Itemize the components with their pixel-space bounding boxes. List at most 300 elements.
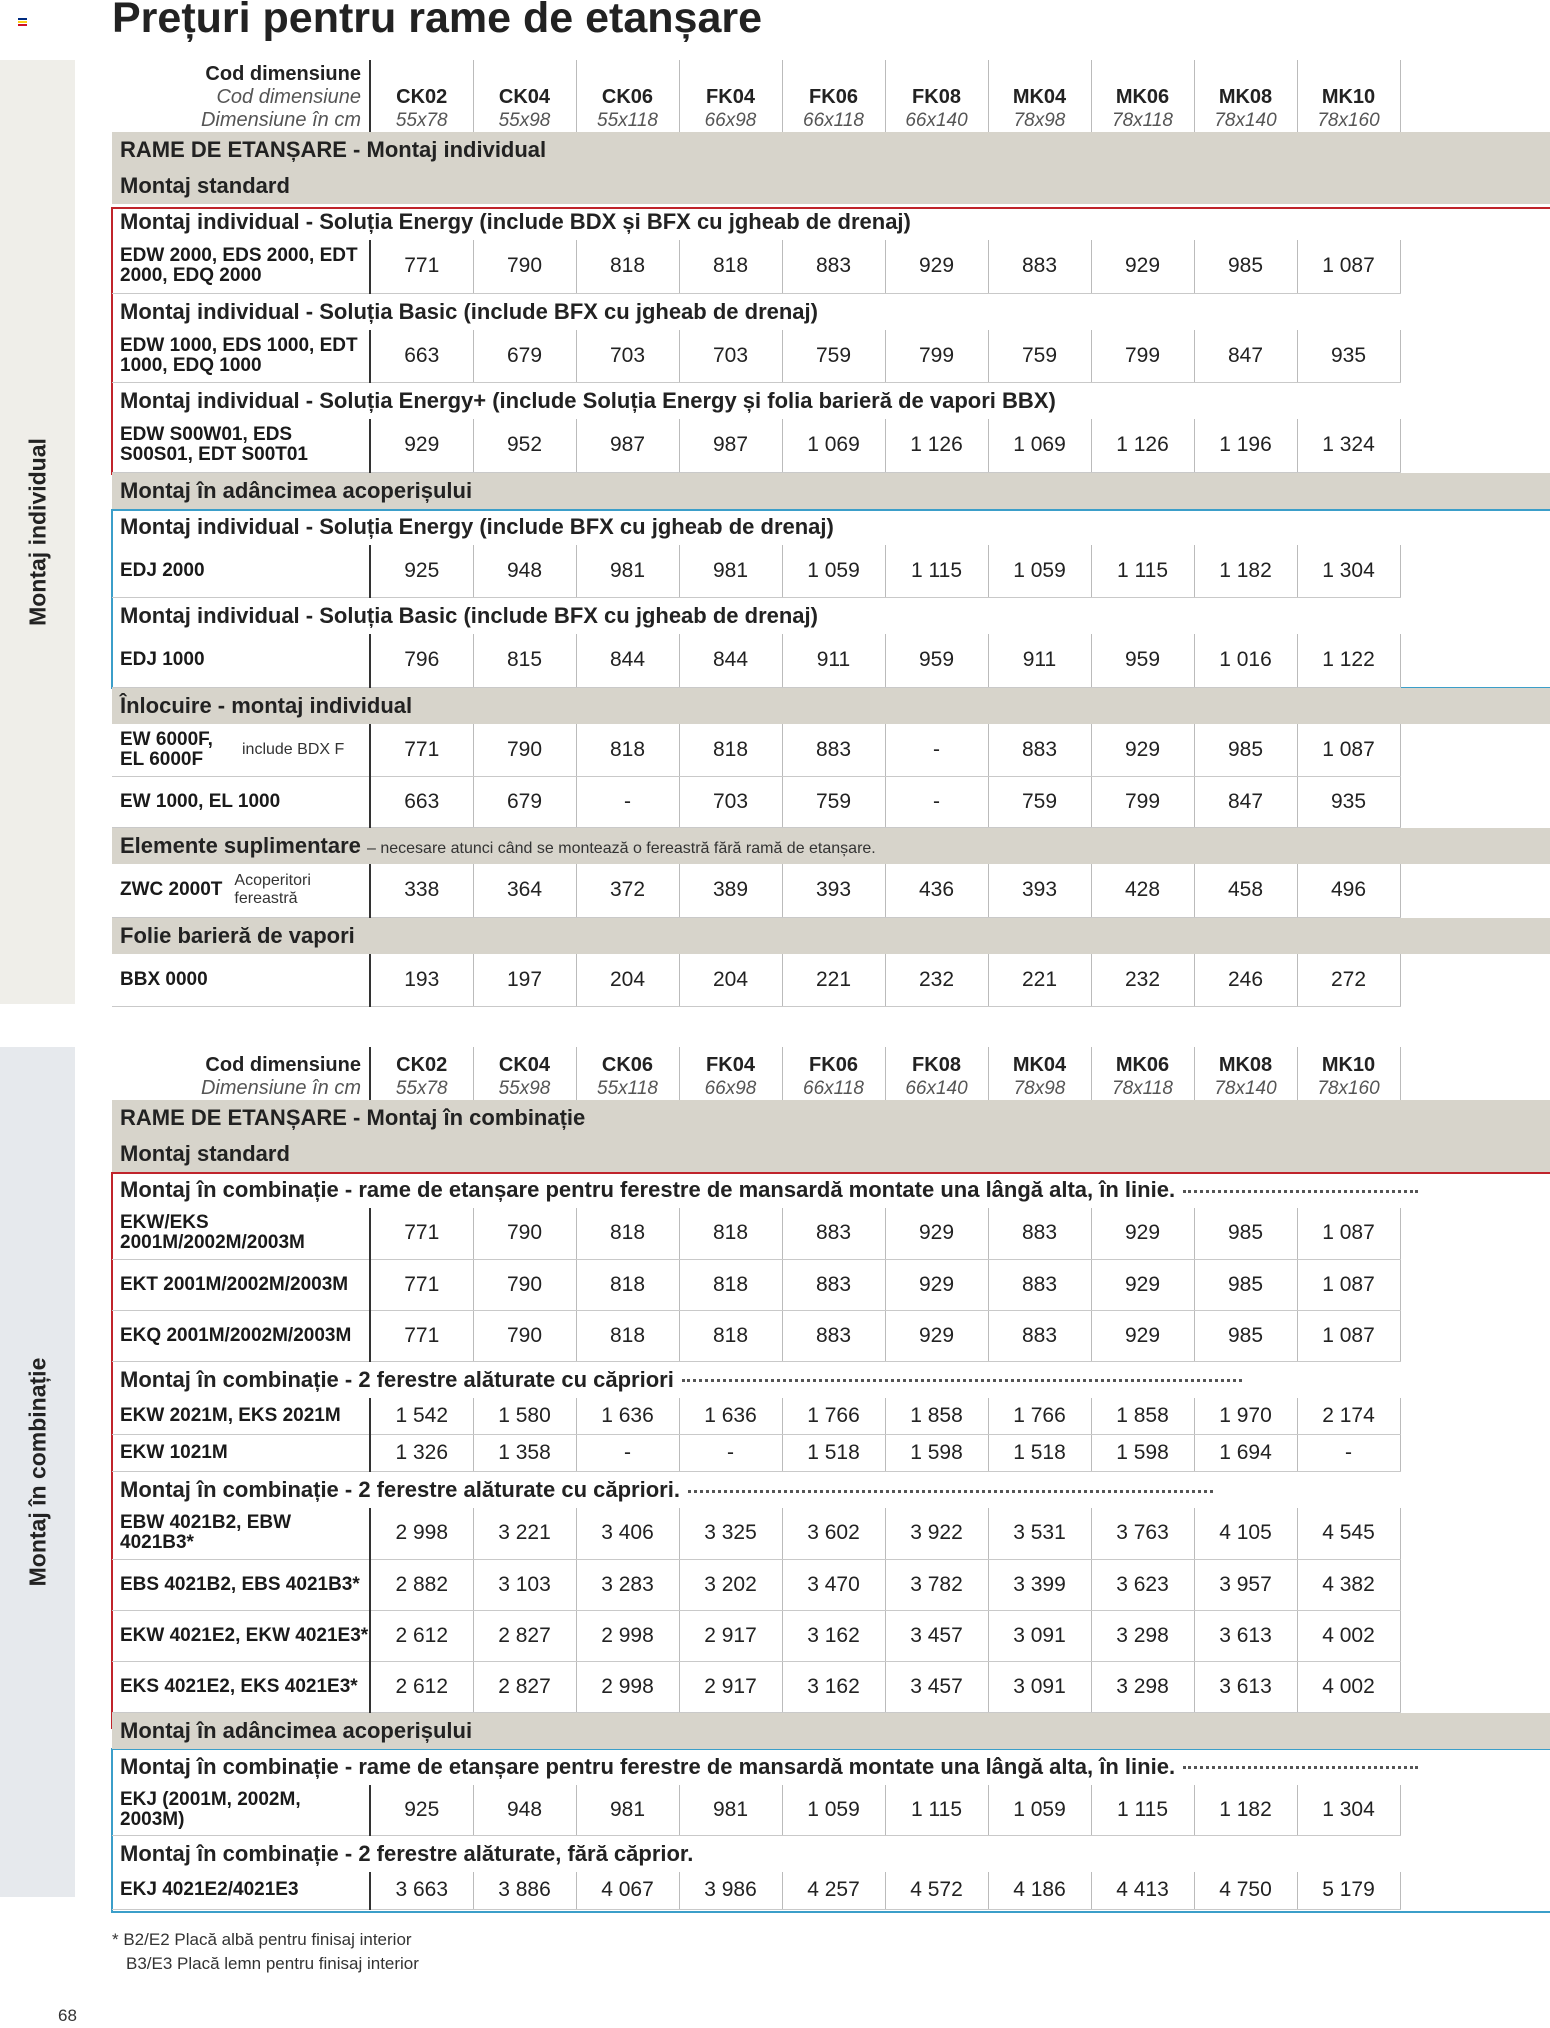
price-cell: 1 016: [1194, 634, 1297, 687]
price-cell: 1 196: [1194, 419, 1297, 472]
subsection-deep-basic: Montaj individual - Soluția Basic (include BFX cu jgheab de drenaj): [120, 603, 818, 628]
row-name: [112, 1610, 370, 1661]
row-pad: [1400, 1559, 1550, 1610]
size-dim: 78x118: [1112, 110, 1173, 131]
subsection-title: [112, 293, 1550, 330]
price-cell: 3 283: [576, 1559, 679, 1610]
table-row: [112, 1785, 1550, 1836]
price-cell: 790: [473, 724, 576, 777]
product-code: EKW 2021M, EKS 2021M: [120, 1404, 341, 1426]
price-cell: -: [576, 777, 679, 828]
price-cell: 929: [1091, 1259, 1194, 1310]
row-name: [112, 240, 370, 293]
row-name: [112, 864, 370, 917]
price-cell: 3 457: [885, 1610, 988, 1661]
price-cell: 372: [576, 864, 679, 917]
row-pad: [1400, 1259, 1550, 1310]
price-cell: 3 406: [576, 1508, 679, 1559]
table-row: [112, 1872, 1550, 1909]
price-cell: 2 998: [370, 1508, 473, 1559]
band-standard: Montaj standard: [112, 168, 1550, 204]
price-cell: 929: [885, 240, 988, 293]
size-dim: 55x118: [597, 110, 658, 131]
price-cell: 1 304: [1297, 545, 1400, 598]
product-code: EW 1000, EL 1000: [120, 791, 281, 812]
price-cell: 1 087: [1297, 240, 1400, 293]
row-name: [112, 1259, 370, 1310]
price-cell: 818: [576, 240, 679, 293]
subsection-title: [112, 598, 1550, 635]
table-row: [112, 330, 1550, 383]
price-table-combination: [112, 1047, 1550, 1910]
band-title: RAME DE ETANȘARE - Montaj în combinație: [112, 1100, 1550, 1136]
row-pad: [1400, 545, 1550, 598]
row-name: [112, 634, 370, 687]
section-band: [112, 168, 1550, 204]
price-cell: 2 998: [576, 1661, 679, 1712]
size-code: MK06: [1115, 86, 1170, 108]
table-row: [112, 777, 1550, 828]
price-cell: 221: [988, 954, 1091, 1007]
price-cell: 3 613: [1194, 1661, 1297, 1712]
row-name: [112, 1872, 370, 1909]
product-code: EDW 2000, EDS 2000, EDT 2000, EDQ 2000: [120, 245, 358, 287]
header-col: [885, 60, 988, 132]
size-dim: 55x78: [395, 1078, 448, 1099]
row-name: [112, 1435, 370, 1472]
row-name: [112, 1208, 370, 1259]
price-cell: 929: [1091, 240, 1194, 293]
subsection-deep-line: [112, 1749, 1550, 1785]
price-cell: 2 612: [370, 1610, 473, 1661]
size-dim: 66x140: [905, 1078, 968, 1099]
price-cell: 3 325: [679, 1508, 782, 1559]
price-cell: 4 105: [1194, 1508, 1297, 1559]
price-cell: 759: [782, 777, 885, 828]
price-cell: 1 518: [988, 1435, 1091, 1472]
price-cell: 981: [576, 545, 679, 598]
band-replace: Înlocuire - montaj individual: [112, 687, 1550, 724]
price-cell: 1 115: [885, 545, 988, 598]
price-cell: 959: [885, 634, 988, 687]
section-band: [112, 1136, 1550, 1172]
price-cell: -: [885, 724, 988, 777]
size-code: MK04: [1012, 1054, 1067, 1076]
dotted-leader: [1183, 1190, 1418, 1193]
size-code: CK06: [601, 86, 654, 108]
price-cell: 1 115: [1091, 1785, 1194, 1836]
row-pad: [1400, 330, 1550, 383]
price-cell: 929: [1091, 1310, 1194, 1361]
table-row: [112, 419, 1550, 472]
row-pad: [1400, 1310, 1550, 1361]
size-code: FK08: [912, 86, 961, 108]
price-cell: 3 091: [988, 1610, 1091, 1661]
dotted-leader: [682, 1379, 1242, 1382]
price-cell: 246: [1194, 954, 1297, 1007]
subsection-two-text: Montaj în combinație - 2 ferestre alăturate cu căpriori: [120, 1366, 674, 1392]
price-cell: 3 202: [679, 1559, 782, 1610]
row-name: [112, 330, 370, 383]
price-cell: 818: [679, 1208, 782, 1259]
table-row: [112, 240, 1550, 293]
header-col: [1194, 60, 1297, 132]
price-cell: 1 126: [885, 419, 988, 472]
price-cell: 2 917: [679, 1661, 782, 1712]
price-cell: 911: [782, 634, 885, 687]
header-col: [576, 1047, 679, 1100]
price-cell: 985: [1194, 1208, 1297, 1259]
price-cell: 1 358: [473, 1435, 576, 1472]
price-cell: 1 087: [1297, 1310, 1400, 1361]
price-cell: 1 069: [988, 419, 1091, 472]
band-standard: Montaj standard: [112, 1136, 1550, 1172]
subsection-basic: Montaj individual - Soluția Basic (include BFX cu jgheab de drenaj): [120, 298, 818, 324]
product-note: Acoperitori fereastră: [234, 872, 311, 908]
row-pad: [1400, 954, 1550, 1007]
price-cell: 883: [782, 1310, 885, 1361]
price-cell: 1 636: [679, 1398, 782, 1435]
table-row: [112, 724, 1550, 777]
row-pad: [1400, 1872, 1550, 1909]
price-cell: 703: [679, 777, 782, 828]
flag-icon: [18, 18, 27, 26]
band-title: RAME DE ETANȘARE - Montaj individual: [112, 132, 1550, 168]
section-band: [112, 828, 1550, 865]
price-cell: 338: [370, 864, 473, 917]
price-cell: -: [679, 1435, 782, 1472]
size-code: MK08: [1218, 1054, 1273, 1076]
price-cell: 790: [473, 1310, 576, 1361]
price-cell: 3 602: [782, 1508, 885, 1559]
size-dim: 55x118: [597, 1078, 658, 1099]
sidebar-label-combination: Montaj în combinație: [24, 1357, 50, 1587]
price-cell: 3 957: [1194, 1559, 1297, 1610]
size-dim: 78x98: [1013, 110, 1066, 131]
price-cell: 1 970: [1194, 1398, 1297, 1435]
row-name: [112, 419, 370, 472]
price-cell: 4 002: [1297, 1661, 1400, 1712]
price-cell: 4 002: [1297, 1610, 1400, 1661]
row-name: [112, 954, 370, 1007]
price-cell: 3 298: [1091, 1661, 1194, 1712]
price-cell: 2 827: [473, 1610, 576, 1661]
header-col: [1091, 60, 1194, 132]
price-cell: 844: [576, 634, 679, 687]
band-foil: Folie barieră de vapori: [112, 917, 1550, 954]
price-cell: 818: [679, 240, 782, 293]
header-col: [885, 1047, 988, 1100]
price-cell: 1 304: [1297, 1785, 1400, 1836]
product-code: EKJ (2001M, 2002M, 2003M): [120, 1788, 301, 1830]
price-cell: 818: [679, 724, 782, 777]
table-row: [112, 1435, 1550, 1472]
price-cell: 883: [782, 724, 885, 777]
price-cell: 759: [988, 330, 1091, 383]
section-band: [112, 1712, 1550, 1749]
price-cell: 818: [679, 1259, 782, 1310]
header-col: [782, 1047, 885, 1100]
price-cell: 221: [782, 954, 885, 1007]
price-cell: 952: [473, 419, 576, 472]
row-pad: [1400, 419, 1550, 472]
price-cell: 790: [473, 1208, 576, 1259]
price-cell: 204: [679, 954, 782, 1007]
size-dim: 66x118: [803, 1078, 864, 1099]
price-cell: 790: [473, 1259, 576, 1310]
price-cell: 818: [576, 1259, 679, 1310]
price-cell: 935: [1297, 330, 1400, 383]
header-col: [988, 60, 1091, 132]
price-cell: 818: [679, 1310, 782, 1361]
price-cell: 935: [1297, 777, 1400, 828]
price-cell: 428: [1091, 864, 1194, 917]
header-col: [473, 1047, 576, 1100]
product-code: EDJ 1000: [120, 649, 205, 671]
size-dim: 55x98: [498, 1078, 551, 1099]
price-cell: 981: [679, 1785, 782, 1836]
price-cell: 981: [576, 1785, 679, 1836]
section-band: [112, 472, 1550, 509]
price-cell: 1 087: [1297, 1208, 1400, 1259]
size-code: MK06: [1115, 1054, 1170, 1076]
row-name: [112, 1785, 370, 1836]
product-code: EKS 4021E2, EKS 4021E3*: [120, 1675, 358, 1697]
product-code: EKW 4021E2, EKW 4021E3*: [120, 1624, 369, 1646]
price-cell: 204: [576, 954, 679, 1007]
price-cell: 790: [473, 240, 576, 293]
price-cell: 2 998: [576, 1610, 679, 1661]
table-row: [112, 1208, 1550, 1259]
price-cell: 364: [473, 864, 576, 917]
price-cell: -: [885, 777, 988, 828]
subsection-deep-line-text: Montaj în combinație - rame de etanșare pentru ferestre de mansardă montate una lângă alta, în linie.: [120, 1753, 1176, 1779]
price-cell: 911: [988, 634, 1091, 687]
price-cell: 1 122: [1297, 634, 1400, 687]
header-label: [112, 60, 370, 132]
header-label-dim: Dimensiune în cm: [200, 1077, 361, 1099]
price-cell: 1 087: [1297, 1259, 1400, 1310]
price-cell: 1 059: [782, 1785, 885, 1836]
price-cell: 2 174: [1297, 1398, 1400, 1435]
price-cell: 771: [370, 240, 473, 293]
price-cell: 759: [782, 330, 885, 383]
price-cell: 1 182: [1194, 545, 1297, 598]
price-cell: 883: [782, 1259, 885, 1310]
header-col: [370, 1047, 473, 1100]
product-note: include BDX F: [242, 740, 345, 758]
price-cell: 985: [1194, 1259, 1297, 1310]
row-pad: [1400, 1661, 1550, 1712]
price-cell: 4 413: [1091, 1872, 1194, 1909]
price-cell: 759: [988, 777, 1091, 828]
price-cell: 799: [1091, 330, 1194, 383]
price-cell: 771: [370, 1259, 473, 1310]
price-cell: 1 766: [782, 1398, 885, 1435]
price-cell: 393: [782, 864, 885, 917]
price-cell: 1 858: [885, 1398, 988, 1435]
price-cell: 1 598: [885, 1435, 988, 1472]
row-name: [112, 1310, 370, 1361]
subsection-energy: Montaj individual - Soluția Energy (include BDX și BFX cu jgheab de drenaj): [120, 209, 911, 234]
sidebar-label-individual: Montaj individual: [24, 438, 50, 626]
size-dim: 78x160: [1317, 110, 1380, 131]
subsection-title: [112, 1361, 1550, 1398]
price-cell: 925: [370, 545, 473, 598]
price-cell: 815: [473, 634, 576, 687]
subsection-title: [112, 1172, 1550, 1208]
subsection-deep-two: Montaj în combinație - 2 ferestre alăturate, fără căprior.: [120, 1841, 694, 1866]
header-col: [679, 1047, 782, 1100]
subsection-two: [112, 1361, 1550, 1398]
price-cell: 985: [1194, 724, 1297, 777]
band-deep: Montaj în adâncimea acoperișului: [112, 1712, 1550, 1749]
price-cell: 818: [576, 724, 679, 777]
product-code: EBS 4021B2, EBS 4021B3*: [120, 1573, 360, 1595]
row-pad: [1400, 1508, 1550, 1559]
price-cell: 1 324: [1297, 419, 1400, 472]
row-pad: [1400, 724, 1550, 777]
size-dim: 55x98: [498, 110, 551, 131]
subsection-energyplus: Montaj individual - Soluția Energy+ (include Soluția Energy și folia barieră de vapori BBX): [120, 388, 1056, 413]
size-dim: 78x118: [1112, 1078, 1173, 1099]
price-cell: 3 986: [679, 1872, 782, 1909]
price-cell: 929: [1091, 1208, 1194, 1259]
product-code: EDW S00W01, EDS S00S01, EDT S00T01: [120, 424, 308, 466]
price-cell: 3 886: [473, 1872, 576, 1909]
size-code: CK04: [498, 86, 551, 108]
size-dim: 78x140: [1214, 1078, 1277, 1099]
price-cell: 1 182: [1194, 1785, 1297, 1836]
price-cell: 883: [988, 1208, 1091, 1259]
subsection-two-b: [112, 1472, 1550, 1509]
extra-title: Elemente suplimentare: [120, 833, 361, 858]
size-dim: 66x98: [704, 1078, 757, 1099]
price-cell: 703: [576, 330, 679, 383]
product-code: EBW 4021B2, EBW 4021B3*: [120, 1512, 292, 1554]
price-cell: 3 623: [1091, 1559, 1194, 1610]
header-col: [679, 60, 782, 132]
row-pad: [1400, 240, 1550, 293]
price-cell: 771: [370, 1310, 473, 1361]
size-dim: 66x140: [905, 110, 968, 131]
subsection-two-b-text: Montaj în combinație - 2 ferestre alăturate cu căpriori.: [120, 1477, 680, 1502]
price-cell: 1 115: [1091, 545, 1194, 598]
product-code: BBX 0000: [120, 968, 208, 990]
row-name: [112, 1559, 370, 1610]
price-cell: 818: [576, 1208, 679, 1259]
band-deep: Montaj în adâncimea acoperișului: [112, 472, 1550, 509]
price-cell: 929: [885, 1208, 988, 1259]
price-cell: 2 917: [679, 1610, 782, 1661]
price-cell: 1 115: [885, 1785, 988, 1836]
price-cell: 1 087: [1297, 724, 1400, 777]
price-table-individual: [112, 60, 1550, 1007]
table-row: [112, 1559, 1550, 1610]
product-code: ZWC 2000T: [120, 879, 223, 901]
row-name: [112, 1661, 370, 1712]
price-cell: 703: [679, 330, 782, 383]
product-code: EKW/EKS 2001M/2002M/2003M: [120, 1212, 305, 1254]
header-col: [988, 1047, 1091, 1100]
header-label-bold: Cod dimensiune: [205, 63, 361, 85]
price-cell: 4 382: [1297, 1559, 1400, 1610]
price-cell: 3 531: [988, 1508, 1091, 1559]
header-col: [576, 60, 679, 132]
size-code: CK02: [396, 1054, 448, 1076]
price-cell: 1 636: [576, 1398, 679, 1435]
price-cell: 796: [370, 634, 473, 687]
price-cell: 272: [1297, 954, 1400, 1007]
price-cell: 2 882: [370, 1559, 473, 1610]
price-cell: 987: [576, 419, 679, 472]
price-cell: 981: [679, 545, 782, 598]
section-band: [112, 917, 1550, 954]
price-cell: 4 545: [1297, 1508, 1400, 1559]
band-extra: [112, 828, 1550, 865]
row-pad: [1400, 1208, 1550, 1259]
size-dim: 55x78: [395, 110, 448, 131]
price-cell: 3 470: [782, 1559, 885, 1610]
price-cell: 4 257: [782, 1872, 885, 1909]
size-dim: 78x160: [1317, 1078, 1380, 1099]
subsection-title: [112, 1836, 1550, 1873]
price-cell: 679: [473, 777, 576, 828]
table-row: [112, 545, 1550, 598]
price-cell: 232: [1091, 954, 1194, 1007]
subsection-title: [112, 1472, 1550, 1509]
price-cell: 3 663: [370, 1872, 473, 1909]
price-cell: 1 694: [1194, 1435, 1297, 1472]
section-band: [112, 132, 1550, 168]
row-pad: [1400, 1398, 1550, 1435]
price-cell: 3 162: [782, 1610, 885, 1661]
price-cell: 799: [885, 330, 988, 383]
price-cell: 818: [576, 1310, 679, 1361]
price-cell: 3 103: [473, 1559, 576, 1610]
subsection-title: [112, 1749, 1550, 1785]
subsection-title: [112, 383, 1550, 420]
price-cell: 1 069: [782, 419, 885, 472]
size-dim: 78x98: [1013, 1078, 1066, 1099]
price-cell: 197: [473, 954, 576, 1007]
product-code: EKW 1021M: [120, 1442, 228, 1463]
page-number: 68: [58, 2006, 77, 2025]
price-cell: 883: [988, 1310, 1091, 1361]
size-code: MK10: [1321, 1054, 1376, 1076]
price-cell: 1 059: [988, 545, 1091, 598]
price-cell: -: [576, 1435, 679, 1472]
price-cell: 436: [885, 864, 988, 917]
price-cell: 883: [782, 1208, 885, 1259]
extra-note: – necesare atunci când se montează o fereastră fără ramă de etanșare.: [367, 840, 876, 857]
product-code: EDJ 2000: [120, 559, 205, 581]
row-pad: [1400, 864, 1550, 917]
price-cell: 925: [370, 1785, 473, 1836]
price-cell: 5 179: [1297, 1872, 1400, 1909]
header-col: [1091, 1047, 1194, 1100]
price-cell: 4 186: [988, 1872, 1091, 1909]
row-name: [112, 1398, 370, 1435]
price-cell: 929: [1091, 724, 1194, 777]
price-cell: 1 518: [782, 1435, 885, 1472]
price-cell: 771: [370, 724, 473, 777]
table-row: [112, 1610, 1550, 1661]
price-cell: 883: [782, 240, 885, 293]
size-code: FK06: [809, 86, 858, 108]
row-name: [112, 1508, 370, 1559]
price-cell: 679: [473, 330, 576, 383]
